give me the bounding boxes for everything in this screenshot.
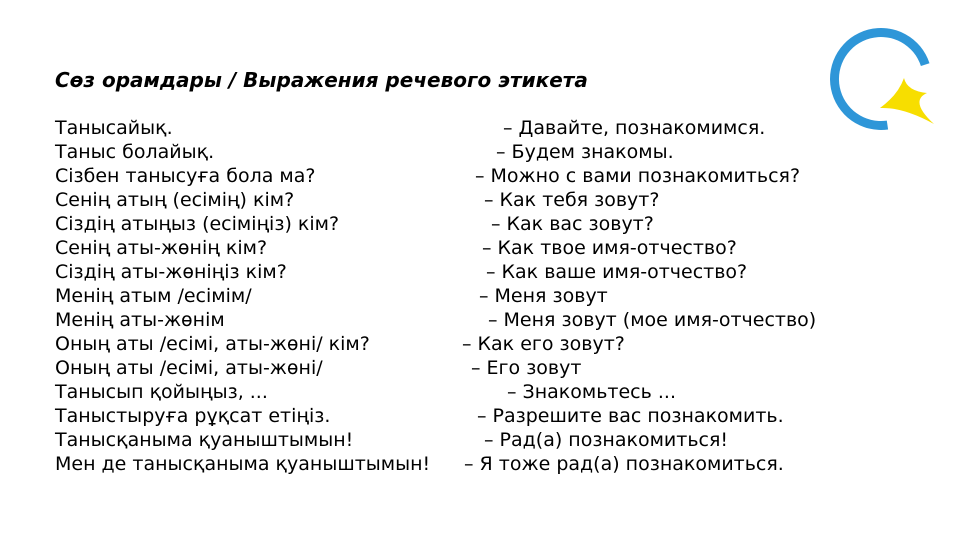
- phrase-row: [0, 428, 960, 452]
- russian-translation: – Как вас зовут?: [491, 213, 654, 235]
- kazakh-phrase: Таныстыруға рұқсат етіңіз.: [55, 405, 331, 427]
- russian-translation: – Как его зовут?: [462, 333, 625, 355]
- phrase-row: [0, 116, 960, 140]
- phrase-row: [0, 380, 960, 404]
- russian-translation: – Я тоже рад(а) познакомиться.: [464, 453, 784, 475]
- kazakh-phrase: Сенің аты-жөнің кім?: [55, 237, 268, 259]
- phrase-row: [0, 404, 960, 428]
- phrase-row: [0, 332, 960, 356]
- russian-translation: – Его зовут: [471, 357, 582, 379]
- kazakh-phrase: Оның аты /есімі, аты-жөні/: [55, 357, 323, 379]
- phrase-row: [0, 212, 960, 236]
- slide-title: Сөз орамдары / Выражения речевого этикета: [55, 68, 588, 92]
- russian-translation: – Будем знакомы.: [496, 141, 674, 163]
- phrase-rows: [0, 116, 960, 476]
- russian-translation: – Можно с вами познакомиться?: [475, 165, 801, 187]
- phrase-row: [0, 452, 960, 476]
- phrase-row: [0, 284, 960, 308]
- kazakh-phrase: Сенің атың (есімің) кім?: [55, 189, 295, 211]
- kazakh-phrase: Сіздің атыңыз (есіміңіз) кім?: [55, 213, 340, 235]
- russian-translation: – Как твое имя-отчество?: [482, 237, 737, 259]
- kazakh-phrase: Оның аты /есімі, аты-жөні/ кім?: [55, 333, 370, 355]
- kazakh-phrase: Танысып қойыңыз, ...: [55, 381, 268, 403]
- russian-translation: – Как ваше имя-отчество?: [486, 261, 748, 283]
- kazakh-phrase: Таныс болайық.: [55, 141, 215, 163]
- russian-translation: – Меня зовут (мое имя-отчество): [488, 309, 817, 331]
- kazakh-phrase: Танысайық.: [55, 117, 173, 139]
- kazakh-phrase: Менің аты-жөнім: [55, 309, 225, 331]
- kazakh-phrase: Танысқаныма қуаныштымын!: [55, 429, 354, 451]
- phrase-row: [0, 308, 960, 332]
- phrase-row: [0, 188, 960, 212]
- russian-translation: – Рад(а) познакомиться!: [484, 429, 729, 451]
- phrase-row: [0, 140, 960, 164]
- russian-translation: – Знакомьтесь ...: [507, 381, 676, 403]
- kazakh-phrase: Мен де танысқаныма қуаныштымын!: [55, 453, 431, 475]
- kazakh-phrase: Сіздің аты-жөніңіз кім?: [55, 261, 287, 283]
- russian-translation: – Разрешите вас познакомить.: [477, 405, 784, 427]
- russian-translation: – Как тебя зовут?: [484, 189, 660, 211]
- kazakh-phrase: Менің атым /есімім/: [55, 285, 252, 307]
- phrase-row: [0, 260, 960, 284]
- phrase-row: [0, 356, 960, 380]
- russian-translation: – Меня зовут: [479, 285, 608, 307]
- phrase-row: [0, 236, 960, 260]
- phrase-row: [0, 164, 960, 188]
- russian-translation: – Давайте, познакомимся.: [503, 117, 766, 139]
- kazakh-phrase: Сізбен танысуға бола ма?: [55, 165, 316, 187]
